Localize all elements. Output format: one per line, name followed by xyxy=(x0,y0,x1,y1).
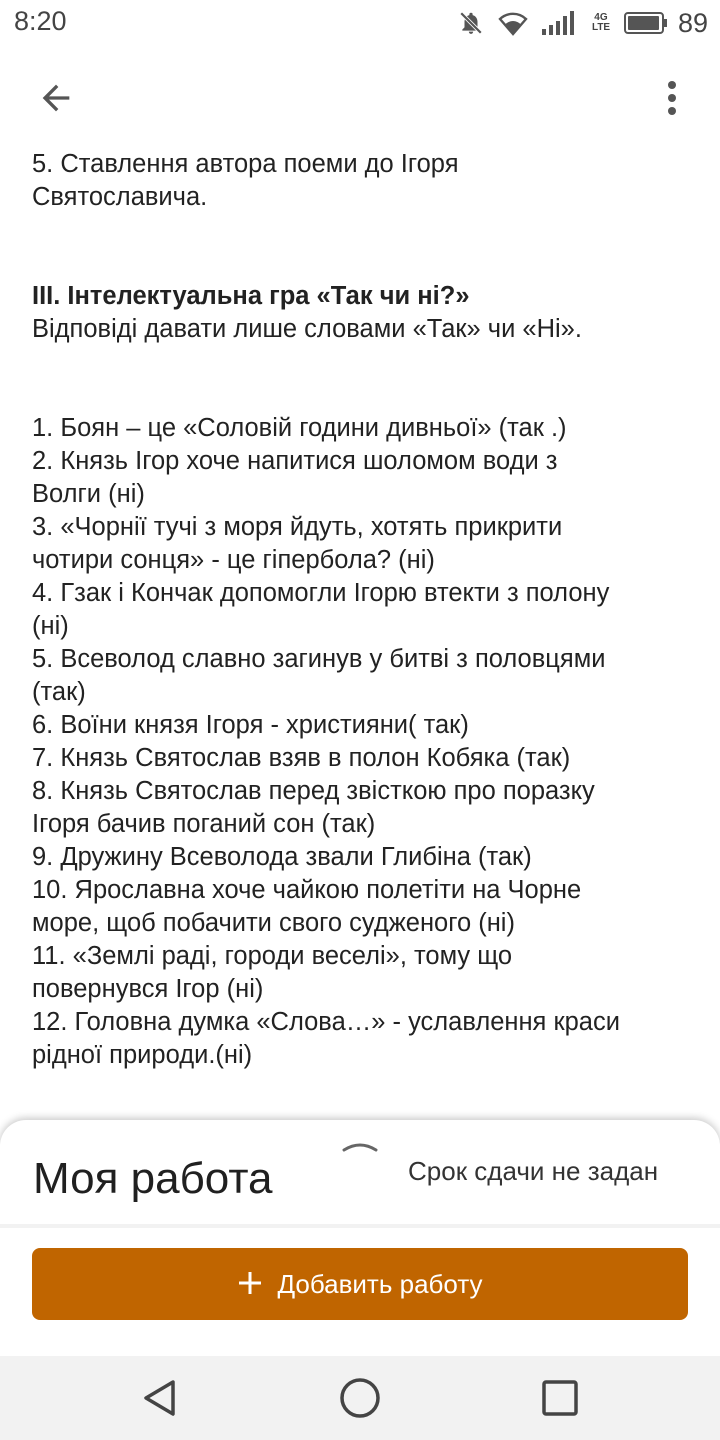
question-line: 3. «Чорнії тучі з моря йдуть, хотять прикрити xyxy=(32,513,563,541)
home-circle-icon xyxy=(338,1376,382,1420)
question-line: 2. Князь Ігор хоче напитися шоломом води з xyxy=(32,447,558,475)
question-line: 8. Князь Святослав перед звісткою про поразку xyxy=(32,777,595,805)
question-line: рідної природи.(ні) xyxy=(32,1041,253,1069)
my-work-sheet xyxy=(0,1120,720,1356)
status-icons xyxy=(458,7,708,39)
system-nav-bar xyxy=(0,1356,720,1440)
question-line: 4. Гзак і Кончак допомогли Ігорю втекти з полону xyxy=(32,579,610,607)
question-line: море, щоб побачити свого судженого (ні) xyxy=(32,909,515,937)
question-line: 11. «Землі раді, городи веселі», тому що xyxy=(32,942,513,970)
divider xyxy=(0,1224,720,1228)
question-line: 7. Князь Святослав взяв в полон Кобяка (так) xyxy=(32,744,571,772)
nav-home-button[interactable] xyxy=(336,1374,384,1422)
question-line: 9. Дружину Всеволода звали Глибіна (так) xyxy=(32,843,532,871)
battery-level: 89 xyxy=(677,7,708,38)
wifi-icon xyxy=(498,10,528,36)
network-bottom: LTE xyxy=(591,22,611,33)
status-bar xyxy=(0,0,720,46)
question-line: 10. Ярославна хоче чайкою полетіти на Чорне xyxy=(32,876,582,904)
signal-icon xyxy=(542,11,578,35)
bell-off-icon xyxy=(458,10,484,36)
network-top: 4G xyxy=(594,12,608,23)
question-line: 1. Боян – це «Соловій години дивньої» (так .) xyxy=(32,414,567,442)
back-triangle-icon xyxy=(140,1378,180,1418)
section-title: ІІІ. Інтелектуальна гра «Так чи ні?» xyxy=(32,282,470,310)
assignment-document xyxy=(32,118,702,1108)
chevron-up-icon xyxy=(340,1134,380,1158)
section-instruction: Відповіді давати лише словами «Так» чи «Ні». xyxy=(32,315,582,343)
question-list xyxy=(32,412,702,1072)
plus-icon xyxy=(237,1270,263,1299)
status-time: 8:20 xyxy=(14,6,67,36)
question-line: (так) xyxy=(32,678,86,706)
battery-icon xyxy=(624,12,668,34)
add-work-button[interactable] xyxy=(32,1248,688,1320)
question-line: повернувся Ігор (ні) xyxy=(32,975,264,1003)
nav-back-button[interactable] xyxy=(136,1374,184,1422)
back-button[interactable] xyxy=(32,76,80,124)
more-options-button[interactable] xyxy=(648,76,696,124)
expand-sheet-handle[interactable] xyxy=(340,1134,380,1158)
nav-recents-button[interactable] xyxy=(536,1374,584,1422)
doc-line: Святославича. xyxy=(32,183,208,211)
my-work-title: Моя работа xyxy=(33,1154,273,1203)
arrow-back-icon xyxy=(36,78,76,123)
question-line: Волги (ні) xyxy=(32,480,145,508)
recents-square-icon xyxy=(540,1378,580,1418)
question-line: 6. Воїни князя Ігоря - християни( так) xyxy=(32,711,469,739)
network-type xyxy=(592,13,610,33)
more-vert-icon xyxy=(666,80,678,121)
due-date-status: Срок сдачи не задан xyxy=(408,1156,659,1186)
question-line: 5. Всеволод славно загинув у битві з половцями xyxy=(32,645,606,673)
question-line: (ні) xyxy=(32,612,69,640)
question-line: Ігоря бачив поганий сон (так) xyxy=(32,810,376,838)
add-work-label: Добавить работу xyxy=(277,1268,483,1299)
question-line: чотири сонця» - це гіпербола? (ні) xyxy=(32,546,435,574)
doc-line: 5. Ставлення автора поеми до Ігоря xyxy=(32,150,459,178)
question-line: 12. Головна думка «Слова…» - уславлення краси xyxy=(32,1008,620,1036)
